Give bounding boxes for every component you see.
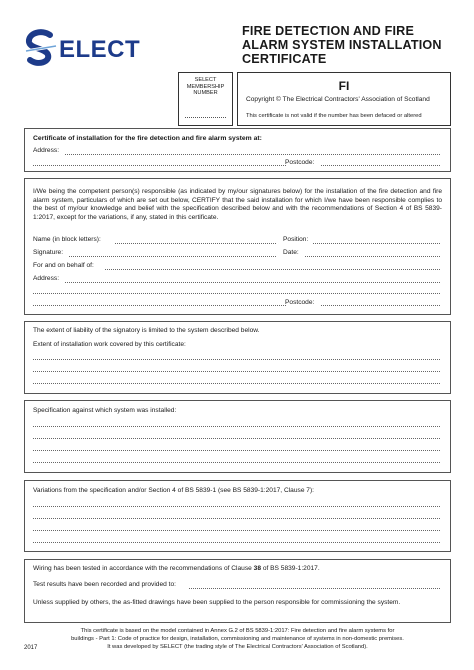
membership-line-1: SELECT <box>194 77 217 83</box>
specification-label: Specification against which system was installed: <box>33 407 177 414</box>
address-label: Address: <box>33 147 60 154</box>
specification-field-2[interactable] <box>33 438 440 439</box>
test-results-field[interactable] <box>189 588 440 589</box>
extent-label: Extent of installation work covered by this certificate: <box>33 341 186 348</box>
address-field-2[interactable] <box>33 165 286 166</box>
title-line-1: FIRE DETECTION AND FIRE <box>242 24 415 38</box>
variations-field-4[interactable] <box>33 542 440 543</box>
select-logo <box>24 28 174 72</box>
form-code: FI <box>338 79 350 93</box>
position-label: Position: <box>283 236 309 243</box>
footer-line-3: It was developed by SELECT (the trading style of The Electrical Contractors' Association of Scotland). <box>107 643 368 650</box>
contractor-postcode-field[interactable] <box>321 305 440 306</box>
date-label: Date: <box>283 249 299 256</box>
declaration-section <box>24 178 451 315</box>
wiring-text-end: of BS 5839-1:2017. <box>261 565 320 572</box>
postcode-label: Postcode: <box>285 159 315 166</box>
copyright-text: Copyright © The Electrical Contractors' Association of Scotland <box>246 96 430 103</box>
on-behalf-label: For and on behalf of: <box>33 262 94 269</box>
test-results-label: Test results have been recorded and provided to: <box>33 581 176 588</box>
contractor-address-field-3[interactable] <box>33 305 286 306</box>
on-behalf-field[interactable] <box>105 269 440 270</box>
specification-section <box>24 400 451 473</box>
wiring-clause-number: 38 <box>253 565 261 572</box>
date-field[interactable] <box>305 256 440 257</box>
variations-field-1[interactable] <box>33 506 440 507</box>
contractor-address-field-1[interactable] <box>65 282 440 283</box>
footer-line-2: buildings - Part 1: Code of practice for design, installation, commissioning and maintenance of systems in non-domestic premises. <box>71 635 404 642</box>
specification-field-3[interactable] <box>33 450 440 451</box>
extent-section <box>24 321 451 394</box>
form-code-box <box>237 72 451 126</box>
wiring-section <box>24 559 451 623</box>
name-field[interactable] <box>115 243 276 244</box>
variations-label: Variations from the specification and/or Section 4 of BS 5839-1 (see BS 5839-1:2017, Clause 7): <box>33 487 315 494</box>
postcode-field[interactable] <box>321 165 440 166</box>
specification-field-1[interactable] <box>33 426 440 427</box>
installation-address-section <box>24 128 451 172</box>
footer-line-1: This certificate is based on the model contained in Annex G.2 of BS 5839-1:2017: Fire detection and fire alarm systems for <box>80 628 395 634</box>
variations-field-3[interactable] <box>33 530 440 531</box>
signature-field[interactable] <box>69 256 276 257</box>
membership-number-field[interactable] <box>185 117 226 118</box>
contractor-address-field-2[interactable] <box>33 293 440 294</box>
drawings-text: Unless supplied by others, the as-fitted drawings have been supplied to the person responsible for commissioning the system. <box>33 599 401 606</box>
position-field[interactable] <box>313 243 440 244</box>
title-line-2: ALARM SYSTEM INSTALLATION <box>242 38 442 52</box>
liability-text: The extent of liability of the signatory is limited to the system described below. <box>33 327 260 334</box>
select-s-logo-icon <box>24 29 58 71</box>
certificate-heading: Certificate of installation for the fire detection and fire alarm system at: <box>33 135 262 142</box>
address-field-1[interactable] <box>65 154 440 155</box>
contractor-address-label: Address: <box>33 275 60 282</box>
extent-field-3[interactable] <box>33 383 440 384</box>
variations-field-2[interactable] <box>33 518 440 519</box>
declaration-text: I/We being the competent person(s) responsible (as indicated by my/our signatures below) for the installation of the fire detection and fire alarm system, particulars of which are set out below, CERTIFY that the said installation for which I/we have been responsible complies to the best of my/our knowledge and belief with the specification described below and with the recommendations of Section 4 of BS 5839-1:2017, except for the variations, if any, stated in this certificate. <box>33 188 442 221</box>
validity-note: This certificate is not valid if the number has been defaced or altered <box>246 113 422 119</box>
wiring-text-start: Wiring has been tested in accordance with the recommendations of Clause <box>33 565 254 572</box>
extent-field-1[interactable] <box>33 359 440 360</box>
signature-label: Signature: <box>33 249 64 256</box>
page-title <box>242 24 452 66</box>
membership-number-box <box>178 72 233 126</box>
title-line-3: CERTIFICATE <box>242 52 327 66</box>
footer-note <box>24 628 451 651</box>
membership-line-3: NUMBER <box>193 90 218 96</box>
variations-section <box>24 480 451 552</box>
footer-year: 2017 <box>24 645 38 651</box>
contractor-postcode-label: Postcode: <box>285 299 315 306</box>
logo-wordmark: ELECT <box>59 36 141 63</box>
membership-line-2: MEMBERSHIP <box>186 83 225 90</box>
wiring-text <box>33 565 320 574</box>
specification-field-4[interactable] <box>33 462 440 463</box>
name-label: Name (in block letters): <box>33 236 101 243</box>
extent-field-2[interactable] <box>33 371 440 372</box>
